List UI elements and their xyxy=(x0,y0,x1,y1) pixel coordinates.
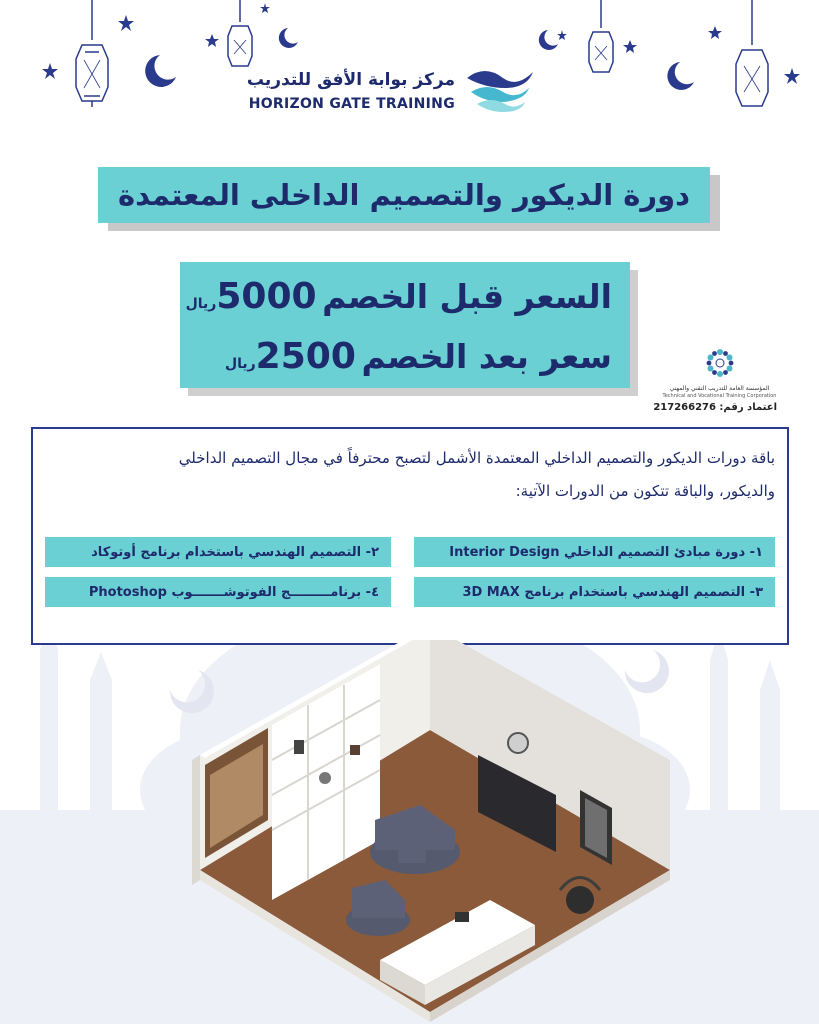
price-before-value: 5000 xyxy=(216,276,317,317)
course-item-1: ١- دورة مبادئ التصميم الداخلي Interior Design xyxy=(414,537,775,567)
accreditation-org-english: Technical and Vocational Training Corporation xyxy=(662,393,777,399)
description-line-1: باقة دورات الديكور والتصميم الداخلي المعتمدة الأشمل لتصبح محترفاً في مجال التصميم الداخلي xyxy=(178,449,775,467)
accreditation-org-arabic: المؤسسة العامة للتدريب التقني والمهني xyxy=(669,385,770,392)
price-after-label: سعر بعد الخصم xyxy=(361,337,612,376)
price-box xyxy=(180,262,640,397)
brand-name-english: HORIZON GATE TRAINING xyxy=(248,96,455,112)
brand-logo xyxy=(246,66,535,126)
course-item-2: ٢- التصميم الهندسي باستخدام برنامج أوتوكاد xyxy=(45,537,391,567)
course-title-banner xyxy=(98,167,720,229)
accreditation-block xyxy=(653,345,777,420)
price-before-label: السعر قبل الخصم xyxy=(322,277,612,316)
price-after xyxy=(225,336,612,377)
course-item-3: ٣- التصميم الهندسي باستخدام برنامج 3D MAX xyxy=(414,577,775,607)
brand-name-arabic: مركز بوابة الأفق للتدريب xyxy=(246,70,455,90)
tvtc-logo-icon xyxy=(702,345,738,381)
room-illustration xyxy=(0,640,819,1024)
price-before xyxy=(186,276,612,317)
accreditation-number: اعتماد رقم: 217266276 xyxy=(653,402,777,413)
description-box xyxy=(31,427,789,645)
price-before-currency: ريال xyxy=(185,296,217,312)
wave-logo-icon xyxy=(463,66,535,121)
price-after-value: 2500 xyxy=(255,336,356,377)
description-line-2: والديكور، والباقة تتكون من الدورات الآتية: xyxy=(515,482,775,500)
course-title: دورة الديكور والتصميم الداخلى المعتمدة xyxy=(118,178,690,212)
course-item-4: ٤- برنامـــــــــج الفوتوشـــــــوب Photoshop xyxy=(45,577,391,607)
price-after-currency: ريال xyxy=(224,356,256,372)
